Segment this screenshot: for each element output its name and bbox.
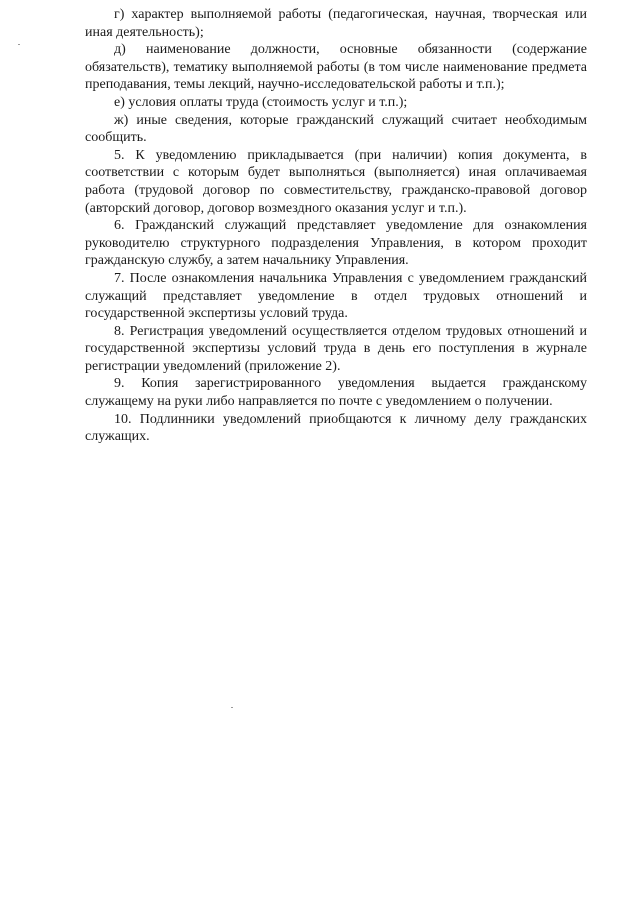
paragraph-10: 10. Подлинники уведомлений приобщаются к личному делу гражданских служащих. xyxy=(85,411,587,445)
paragraph-item-d: д) наименование должности, основные обязанности (содержание обязательств), тематику выполняемой работы (в том числе наименование предмета преподавания, темы лекций, научно-исследовательской работы и т.п.); xyxy=(85,42,587,93)
paragraph-item-zh: ж) иные сведения, которые гражданский служащий считает необходимым сообщить. xyxy=(85,112,587,146)
paragraph-9: 9. Копия зарегистрированного уведомления выдается гражданскому служащему на руки либо направляется по почте с уведомлением о получении. xyxy=(85,376,587,410)
paragraph-5: 5. К уведомлению прикладывается (при наличии) копия документа, в соответствии с которым будет выполняться (выполняется) иная оплачиваемая работа (трудовой договор по совместительству, гражданско-правовой договор (авторский договор, договор возмездного оказания услуг и т.п.). xyxy=(85,147,587,216)
paragraph-item-g: г) характер выполняемой работы (педагогическая, научная, творческая или иная деятельность); xyxy=(85,7,587,40)
paragraph-item-e: е) условия оплаты труда (стоимость услуг и т.п.); xyxy=(114,94,408,110)
document-body xyxy=(85,6,587,446)
paragraph-7: 7. После ознакомления начальника Управления с уведомлением гражданский служащий представляет уведомление в отдел трудовых отношений и государственной экспертизы условий труда. xyxy=(85,270,587,322)
paragraph-8: 8. Регистрация уведомлений осуществляется отделом трудовых отношений и государственной экспертизы условий труда в день его поступления в журнале регистрации уведомлений (приложение 2). xyxy=(85,323,587,374)
scan-speck xyxy=(18,44,20,45)
scan-speck xyxy=(231,707,233,708)
paragraph-6: 6. Гражданский служащий представляет уведомление для ознакомления руководителю структурного подразделения Управления, в котором проходит гражданскую службу, а затем начальнику Управления. xyxy=(85,218,587,269)
